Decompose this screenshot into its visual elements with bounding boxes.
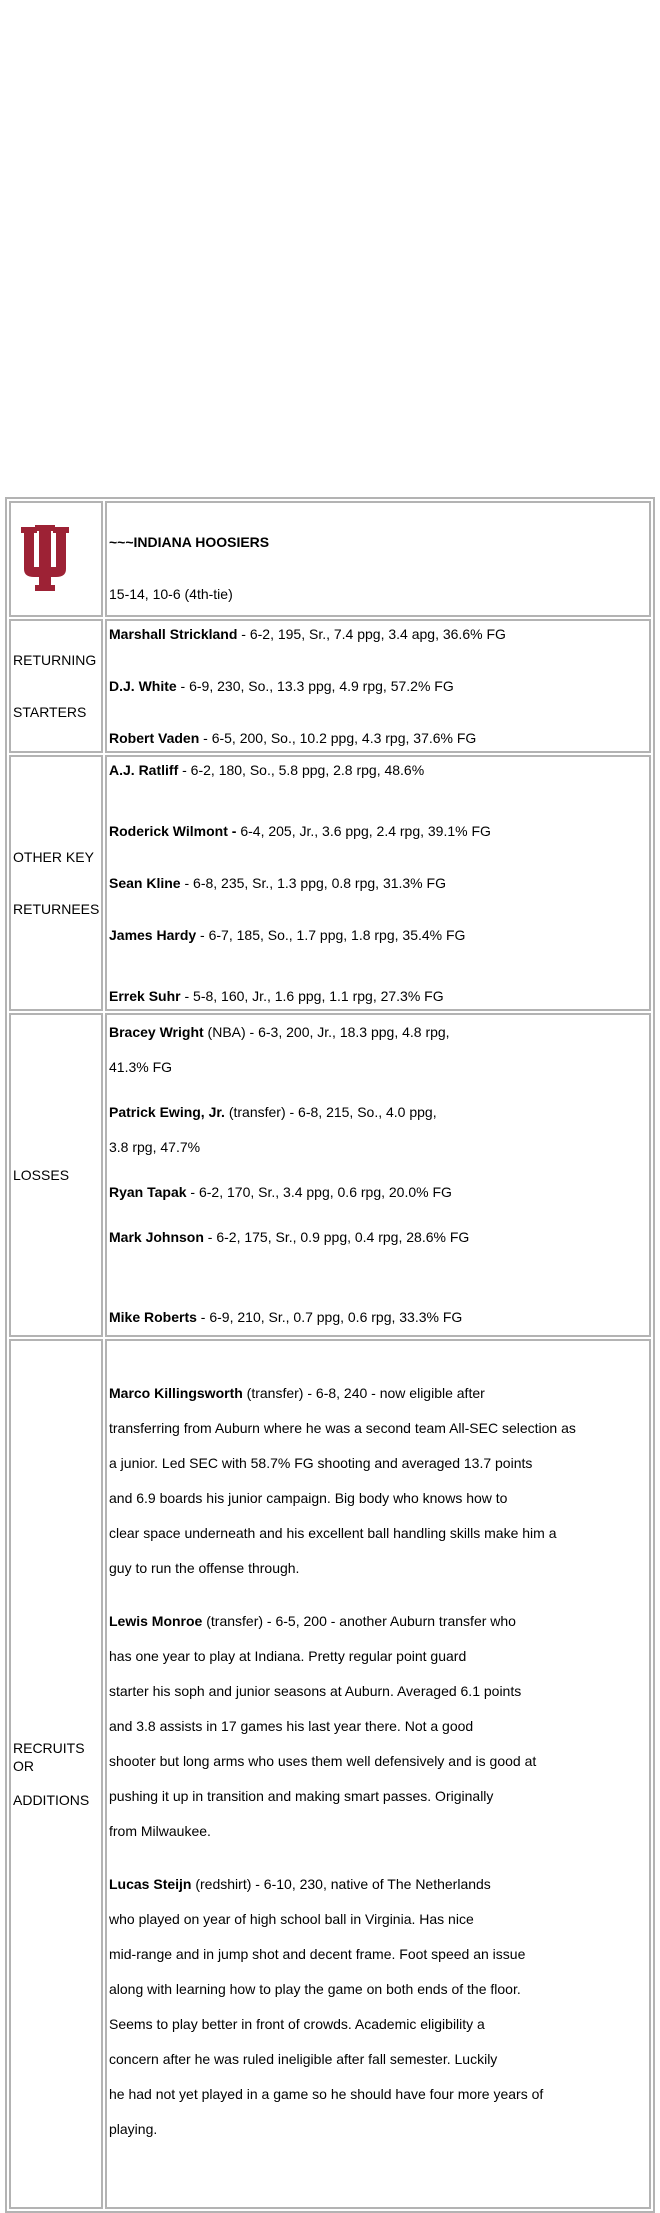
logo-cell	[9, 501, 103, 617]
list-item: Robert Vaden - 6-5, 200, So., 10.2 ppg, 4.3 rpg, 37.6% FG	[109, 730, 477, 746]
list-item: A.J. Ratliff - 6-2, 180, So., 5.8 ppg, 2.8 rpg, 48.6%	[109, 762, 425, 778]
team-preview-table	[5, 497, 655, 2213]
team-title: ~~~INDIANA HOOSIERS	[109, 534, 270, 550]
recruit-entry: Lewis Monroe (transfer) - 6-5, 200 - another Auburn transfer who has one year to play at Indiana. Pretty regular point guard starter his soph and junior seasons at Auburn. Averaged 6.1 points and 3.8 assists in 17 games his last year there. Not a good shooter but long arms who uses them well defensively and is good at pushing it up in transition and making smart passes. Originally from Milwaukee.	[109, 1613, 537, 1839]
list-item: Mike Roberts - 6-9, 210, Sr., 0.7 ppg, 0.6 rpg, 33.3% FG	[109, 1309, 463, 1325]
iu-logo-icon	[15, 523, 75, 593]
list-item: Ryan Tapak - 6-2, 170, Sr., 3.4 ppg, 0.6 rpg, 20.0% FG	[109, 1184, 452, 1200]
header-row	[9, 501, 651, 617]
list-item-continued: 41.3% FG	[109, 1059, 173, 1075]
list-item: D.J. White - 6-9, 230, So., 13.3 ppg, 4.9 rpg, 57.2% FG	[109, 678, 454, 694]
returning-starters-label: RETURNING STARTERS	[9, 619, 103, 753]
header-cell	[105, 501, 651, 617]
recruits-label: RECRUITS OR ADDITIONS	[9, 1339, 103, 2209]
list-item: James Hardy - 6-7, 185, So., 1.7 ppg, 1.8 rpg, 35.4% FG	[109, 927, 466, 943]
list-item: Roderick Wilmont - 6-4, 205, Jr., 3.6 ppg, 2.4 rpg, 39.1% FG	[109, 823, 491, 839]
list-item: Errek Suhr - 5-8, 160, Jr., 1.6 ppg, 1.1 rpg, 27.3% FG	[109, 988, 444, 1004]
list-item: Patrick Ewing, Jr. (transfer) - 6-8, 215, So., 4.0 ppg,	[109, 1104, 437, 1120]
list-item-continued: 3.8 rpg, 47.7%	[109, 1139, 201, 1155]
returning-starters-list	[105, 619, 651, 753]
recruits-list	[105, 1339, 651, 2209]
recruit-entry: Marco Killingsworth (transfer) - 6-8, 240 - now eligible after transferring from Auburn where he was a second team All-SEC selection as a junior. Led SEC with 58.7% FG shooting and averaged 13.7 points and 6.9 boards his junior campaign. Big body who knows how to clear space underneath and his excellent ball handling skills make him a guy to run the offense through.	[109, 1385, 576, 1576]
losses-row	[9, 1013, 651, 1337]
other-returnees-row	[9, 755, 651, 1011]
list-item: Bracey Wright (NBA) - 6-3, 200, Jr., 18.3 ppg, 4.8 rpg,	[109, 1024, 450, 1040]
other-returnees-label: OTHER KEY RETURNEES	[9, 755, 103, 1011]
list-item: Sean Kline - 6-8, 235, Sr., 1.3 ppg, 0.8 rpg, 31.3% FG	[109, 875, 446, 891]
losses-list	[105, 1013, 651, 1337]
losses-label: LOSSES	[9, 1013, 103, 1337]
list-item: Marshall Strickland - 6-2, 195, Sr., 7.4 ppg, 3.4 apg, 36.6% FG	[109, 626, 506, 642]
list-item: Mark Johnson - 6-2, 175, Sr., 0.9 ppg, 0.4 rpg, 28.6% FG	[109, 1229, 470, 1245]
returning-starters-row	[9, 619, 651, 753]
other-returnees-list	[105, 755, 651, 1011]
recruit-entry: Lucas Steijn (redshirt) - 6-10, 230, native of The Netherlands who played on year of high school ball in Virginia. Has nice mid-range and in jump shot and decent frame. Foot speed an issue along with learning how to play the game on both ends of the floor. Seems to play better in front of crowds. Academic eligibility a concern after he was ruled ineligible after fall semester. Luckily he had not yet played in a game so he should have four more years of playing.	[109, 1876, 544, 2137]
team-record: 15-14, 10-6 (4th-tie)	[109, 586, 233, 602]
recruits-row	[9, 1339, 651, 2209]
